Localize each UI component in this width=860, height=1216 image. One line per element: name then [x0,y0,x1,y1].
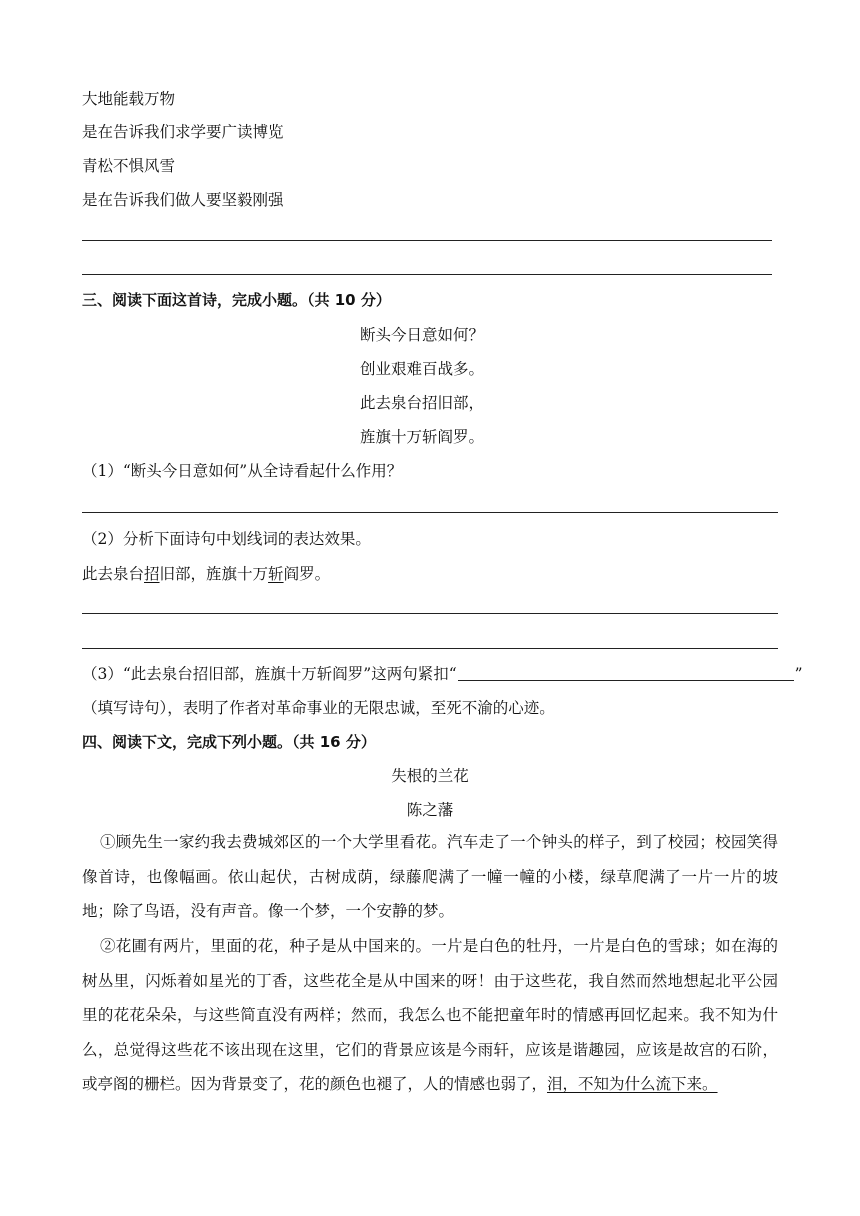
verse-part: 阎罗。 [283,565,331,583]
question-1: （1）“断头今日意如何”从全诗看起什么作用？ [82,462,403,480]
answer-line[interactable] [82,274,772,275]
answer-line[interactable] [82,613,778,614]
poem-line-4: 旌旗十万斩阎罗。 [360,428,485,446]
answer-line[interactable] [82,240,772,241]
poem-line-2: 创业艰难百战多。 [360,360,485,378]
paragraph-1: ①顾先生一家约我去费城郊区的一个大学里看花。汽车走了一个钟头的样子，到了校园；校园笑得像首诗，也像幅画。依山起伏，古树成荫，绿藤爬满了一幢一幢的小楼，绿草爬满了一片一片的坡地；除了鸟语，没有声音。像一个梦，一个安静的梦。 [82,833,778,920]
paragraph-2 [82,929,778,1102]
answer-line[interactable] [82,512,778,513]
poem-line-1: 断头今日意如何？ [360,326,485,344]
question-3-quote-close: ” [794,665,803,683]
question-3-text: （3）“此去泉台招旧部，旌旗十万斩阎罗”这两句紧扣“ [82,665,457,683]
paragraph-2-underlined: 泪，不知为什么流下来。 [547,1075,718,1093]
question-2-verse [82,564,330,584]
intro-line-4: 是在告诉我们做人要坚毅刚强 [82,191,284,209]
section-4-heading: 四、阅读下文，完成下列小题。（共 16 分） [82,733,376,751]
intro-line-3: 青松不惧风雪 [82,157,176,175]
fill-in-blank[interactable] [458,664,794,681]
underlined-word-zhan: 斩 [268,565,284,583]
intro-line-2: 是在告诉我们求学要广读博览 [82,123,284,141]
question-2: （2）分析下面诗句中划线词的表达效果。 [82,530,371,548]
article-title: 失根的兰花 [391,767,469,785]
verse-part: 旧部，旌旗十万 [159,565,269,583]
answer-line[interactable] [82,648,778,649]
question-3-line-2: （填写诗句），表明了作者对革命事业的无限忠诚，至死不渝的心迹。 [82,699,555,717]
paragraph-2-text: ②花圃有两片，里面的花，种子是从中国来的。一片是白色的牡丹，一片是白色的雪球；如在海的树丛里，闪烁着如星光的丁香，这些花全是从中国来的呀！由于这些花，我自然而然地想起北平公园里的花花朵朵，与这些简直没有两样；然而，我怎么也不能把童年时的情感再回忆起来。我不知为什么，总觉得这些花不该出现在这里，它们的背景应该是今雨轩，应该是谐趣园，应该是故宫的石阶，或亭阁的栅栏。因为背景变了，花的颜色也褪了，人的情感也弱了， [82,937,778,1093]
section-3-heading: 三、阅读下面这首诗，完成小题。（共 10 分） [82,291,391,309]
poem-line-3: 此去泉台招旧部， [360,394,485,412]
article-author: 陈之藩 [406,801,454,819]
underlined-word-zhao: 招 [144,565,160,583]
intro-line-1: 大地能载万物 [82,90,176,108]
verse-part: 此去泉台 [82,565,145,583]
question-3-line-1 [82,664,803,684]
